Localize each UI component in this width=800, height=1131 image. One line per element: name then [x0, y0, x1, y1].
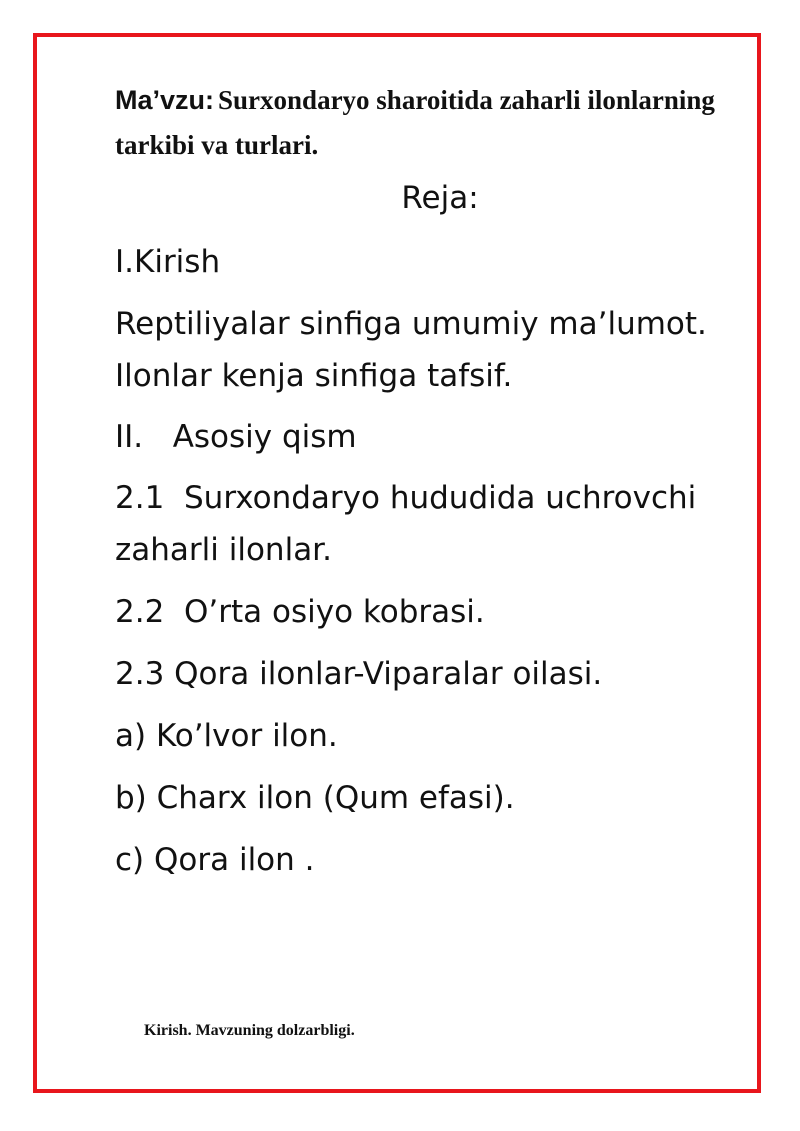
plan-item-b: b) Charx ilon (Qum efasi).: [115, 780, 515, 816]
topic-text: Surxondaryo sharoitida zaharli ilonlarning tarkibi va turlari.: [115, 85, 715, 160]
plan-item-2-2: 2.2 O’rta osiyo kobrasi.: [115, 594, 485, 630]
plan-item-main-part: II. Asosiy qism: [115, 419, 357, 455]
plan-item-2-3: 2.3 Qora ilonlar-Viparalar oilasi.: [115, 656, 603, 692]
topic-title: [115, 80, 715, 170]
plan-item-introduction: I.Kirish: [115, 244, 221, 280]
plan-item-reptiles-overview: Reptiliyalar sinfiga umumiy ma’lumot. Ilonlar kenja sinfiga tafsif.: [115, 306, 707, 394]
plan-item-2-1: 2.1 Surxondaryo hududida uchrovchi zaharli ilonlar.: [115, 480, 707, 568]
footer-note: Kirish. Mavzuning dolzarbligi.: [144, 1022, 355, 1039]
plan-heading: Reja:: [401, 180, 479, 216]
plan-item-a: a) Ko’lvor ilon.: [115, 718, 338, 754]
topic-label: Ma’vzu:: [115, 85, 215, 115]
plan-item-c: c) Qora ilon .: [115, 842, 315, 878]
